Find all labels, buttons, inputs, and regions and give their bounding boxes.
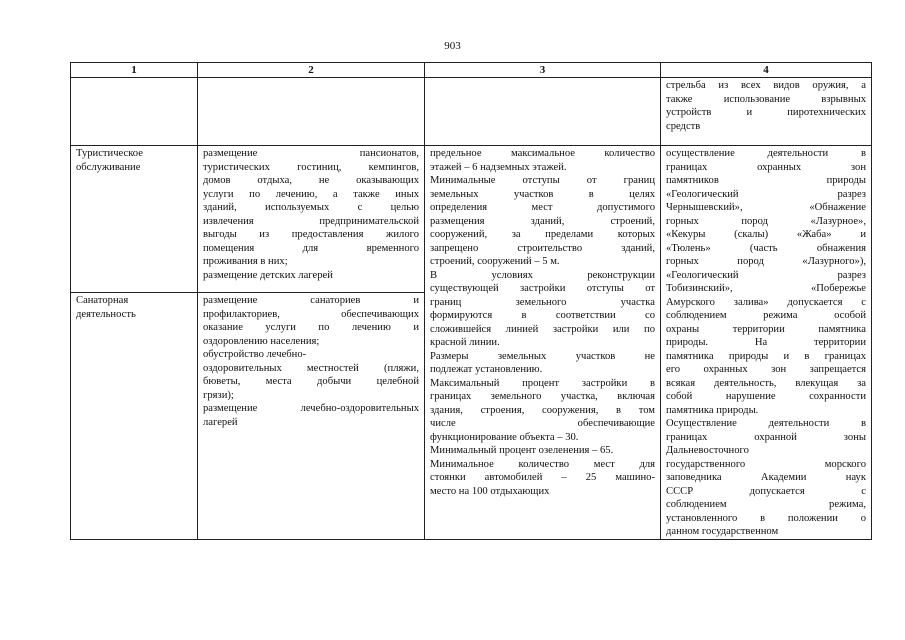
text-line: его охранных зон запрещается (666, 364, 866, 375)
text-line: «Кекуры (скалы) «Жаба» и (666, 229, 866, 240)
text-line: выгоды из предоставления жилого (203, 229, 419, 240)
text-line: земельных участков в целях (430, 188, 655, 200)
text-line: соблюдением режима особой (666, 310, 866, 321)
text-line: «Геологический разрез (666, 269, 866, 281)
table-header-row (71, 63, 872, 78)
text-line: Туристическое (76, 148, 143, 159)
text-line: сложившейся линией застройки или по (430, 323, 655, 335)
text-line: Тобизинский», «Побережье (666, 283, 866, 294)
text-line: числе обеспечивающие (430, 418, 655, 429)
text-line: деятельность (76, 308, 136, 320)
text-line: грязи); (203, 389, 234, 401)
text-line: границах охранной зоны (666, 431, 866, 443)
text-line: установленного в положении о (666, 512, 866, 524)
text-line: стрельба из всех видов оружия, а (666, 80, 866, 91)
text-line: оздоровлению населения; (203, 335, 320, 347)
text-line: горных пород «Лазурное», (666, 215, 866, 227)
text-line: зданий, используемых с целью (203, 202, 419, 213)
text-line: проживания в них; (203, 256, 288, 267)
text-line: государственного морского (666, 458, 866, 470)
text-line: оздоровительных местностей (пляжи, (203, 362, 419, 374)
text-line: функционирование объекта – 30. (430, 431, 579, 443)
column-header-3: 3 (425, 63, 661, 78)
text-line: формируются в соответствии со (430, 310, 655, 321)
table-row-tourism (71, 146, 872, 293)
text-line: средств (666, 120, 701, 132)
text-line: размещение санаториев и (203, 295, 419, 306)
text-line: стоянки автомобилей – 25 машино- (430, 472, 655, 483)
text-line: здания, строения, сооружения, в том (430, 404, 655, 416)
permitted-use-table (70, 62, 872, 540)
text-line: СССР допускается с (666, 485, 866, 497)
text-line: сооружений, за пределами которых (430, 229, 655, 240)
text-line: всякая деятельность, влекущая за (666, 377, 866, 389)
text-line: В условиях реконструкции (430, 269, 655, 281)
text-line: размещения зданий, строений, (430, 215, 655, 227)
text-line: границах охранных зон (666, 161, 866, 173)
text-line: Минимальное количество мест для (430, 458, 655, 470)
text-line: услуги по лечению, а также иных (203, 188, 419, 200)
text-line: природы. На территории (666, 337, 866, 348)
text-line: бюветы, места добычи целебной (203, 376, 419, 387)
cell-empty (71, 78, 198, 146)
text-line: размещение пансионатов, (203, 148, 419, 159)
text-line: соблюдением режима, (666, 499, 866, 510)
text-line: обслуживание (76, 161, 141, 173)
text-line: подлежат установлению. (430, 364, 543, 375)
text-line: помещения для временного (203, 242, 419, 254)
text-line: границ земельного участка (430, 296, 655, 308)
use-type-description (198, 293, 425, 540)
text-line: строений, сооружений – 5 м. (430, 256, 560, 267)
column-header-1: 1 (71, 63, 198, 78)
text-line: размещение детских лагерей (203, 269, 333, 281)
text-line: заповедника Академии наук (666, 472, 866, 483)
column-header-2: 2 (198, 63, 425, 78)
text-line: осуществление деятельности в (666, 148, 866, 159)
text-line: Максимальный процент застройки в (430, 377, 655, 389)
text-line: Размеры земельных участков не (430, 350, 655, 362)
cell-continued-restriction (661, 78, 872, 146)
table-row-continuation (71, 78, 872, 146)
use-type-name (71, 293, 198, 540)
text-line: профилакториев, обеспечивающих (203, 308, 419, 320)
text-line: размещение лечебно-оздоровительных (203, 403, 419, 414)
text-line: памятника природы. (666, 404, 759, 416)
text-line: устройств и пиротехнических (666, 107, 866, 118)
text-line: определения мест допустимого (430, 202, 655, 213)
text-line: также использование взрывных (666, 93, 866, 105)
text-line: охраны территории памятника (666, 323, 866, 335)
building-parameters (425, 146, 661, 540)
text-line: памятника природы и в границах (666, 350, 866, 362)
text-line: существующей застройки отступы от (430, 283, 655, 294)
text-line: извлечения предпринимательской (203, 215, 419, 227)
text-line: запрещено строительство зданий, (430, 242, 655, 254)
text-line: Санаторная (76, 295, 129, 306)
text-line: место на 100 отдыхающих (430, 485, 550, 497)
text-line: лагерей (203, 416, 238, 428)
text-line: Дальневосточного (666, 445, 749, 456)
text-line: туристических гостиниц, кемпингов, (203, 161, 419, 173)
text-line: границах земельного участка, включая (430, 391, 655, 402)
text-line: красной линии. (430, 337, 500, 348)
text-line: собой нарушение сохранности (666, 391, 866, 402)
text-line: Минимальный процент озеленения – 65. (430, 445, 614, 456)
page-number: 903 (444, 40, 461, 52)
text-line: Минимальные отступы от границ (430, 175, 655, 186)
text-line: Осуществление деятельности в (666, 418, 866, 429)
cell-empty (425, 78, 661, 146)
use-type-description (198, 146, 425, 293)
text-line: Амурского залива» допускается с (666, 296, 866, 308)
cell-empty (198, 78, 425, 146)
text-line: памятников природы (666, 175, 866, 186)
text-line: домов отдыха, не оказывающих (203, 175, 419, 186)
text-line: «Геологический разрез (666, 188, 866, 200)
text-line: Чернышевский», «Обнажение (666, 202, 866, 213)
text-line: «Тюлень» (часть обнажения (666, 242, 866, 254)
restrictions (661, 146, 872, 540)
text-line: горных пород «Лазурного»), (666, 256, 866, 267)
text-line: этажей – 6 надземных этажей. (430, 161, 567, 173)
text-line: оказание услуги по лечению и (203, 322, 419, 333)
text-line: данном государственном (666, 526, 779, 537)
use-type-name (71, 146, 198, 293)
text-line: обустройство лечебно- (203, 349, 307, 360)
column-header-4: 4 (661, 63, 872, 78)
text-line: предельное максимальное количество (430, 148, 655, 159)
